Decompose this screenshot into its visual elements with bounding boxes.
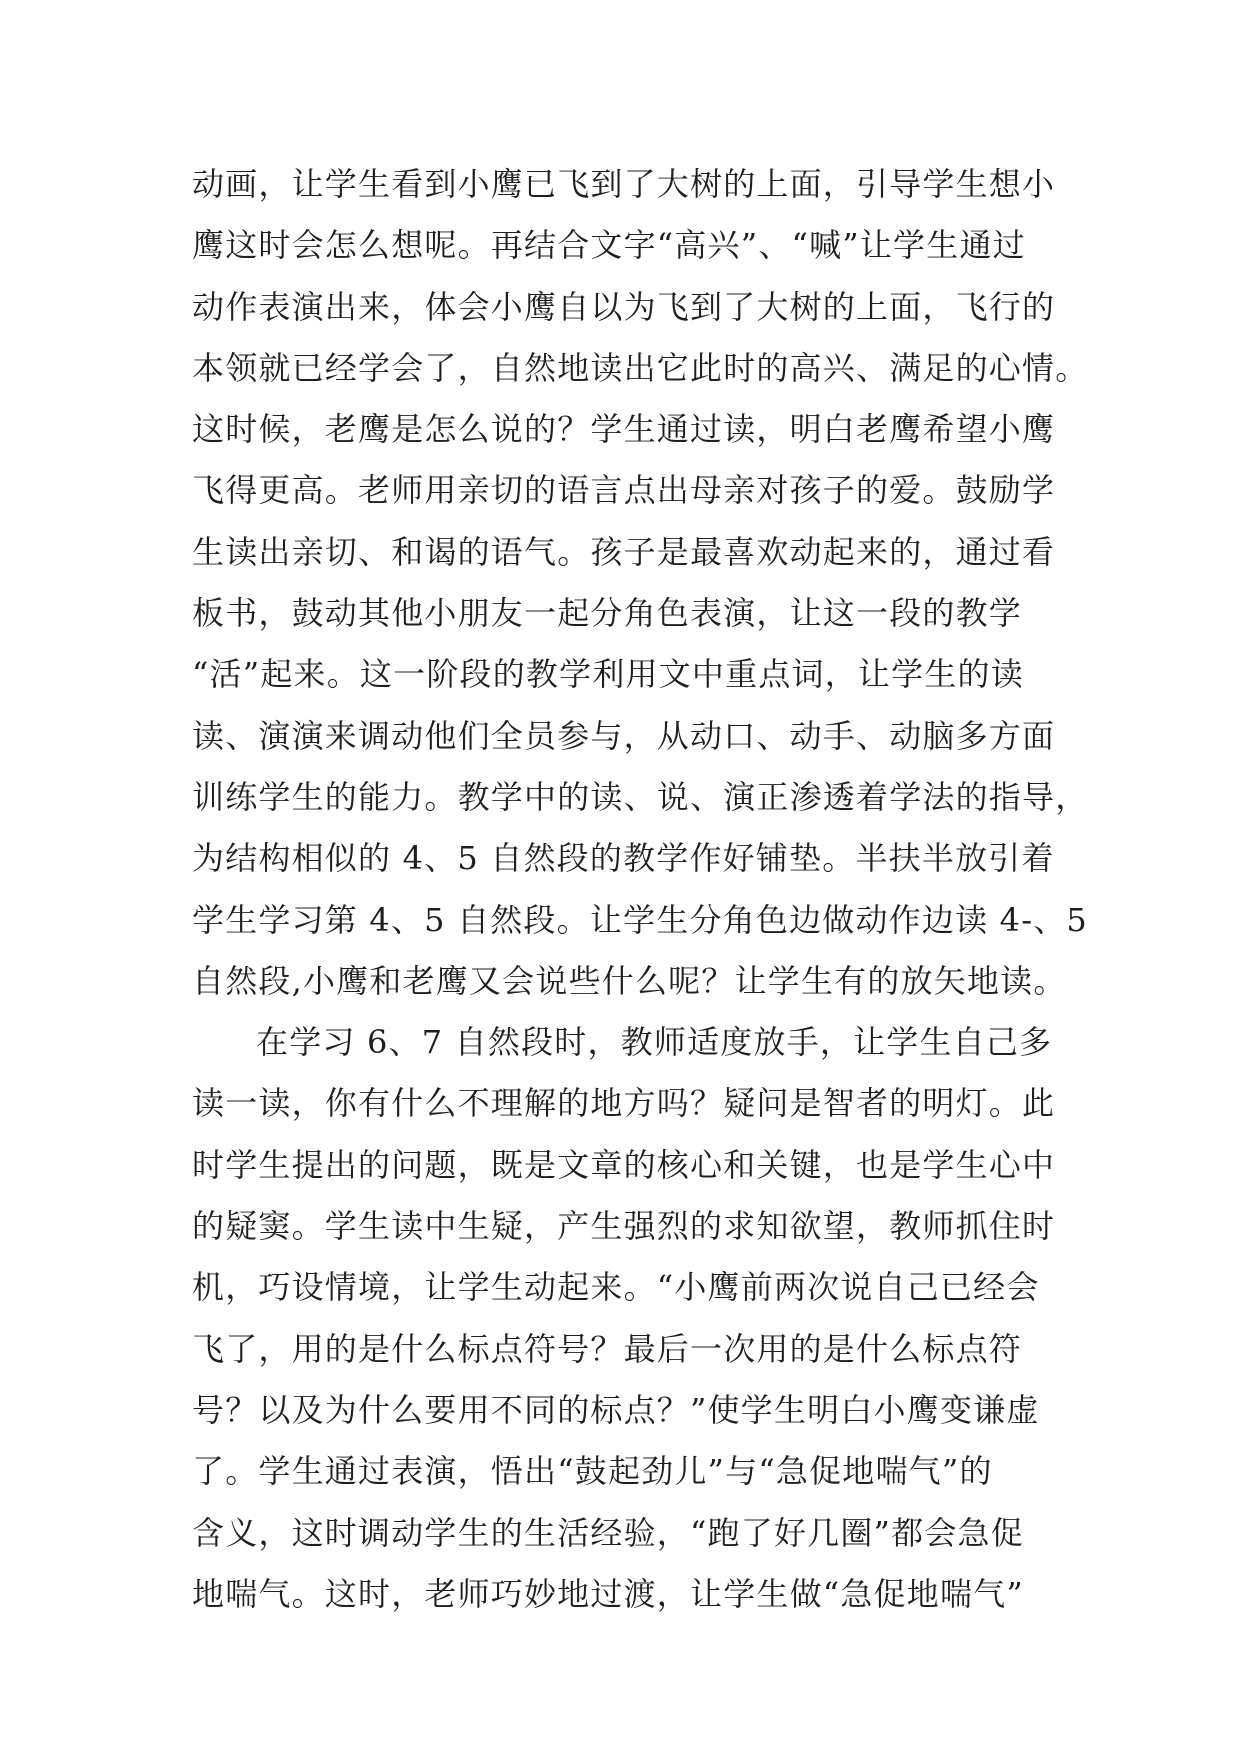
text-line: 读一读，你有什么不理解的地方吗？疑问是智者的明灯。此 [192,1084,1056,1123]
text-line: 自然段,小鹰和老鹰又会说些什么呢？让学生有的放矢地读。 [192,961,1067,1000]
text-line: 学生学习第 4、5 自然段。让学生分角色边做动作边读 4-、5 [192,900,1088,939]
text-line: 读、演演来调动他们全员参与，从动口、动手、动脑多方面 [192,716,1056,755]
text-line: 板书，鼓动其他小朋友一起分角色表演，让这一段的教学 [192,594,1023,633]
text-line: 飞了，用的是什么标点符号？最后一次用的是什么标点符 [192,1329,1023,1368]
paragraph-start-line: 在学习 6、7 自然段时，教师适度放手，让学生自己多 [256,1023,1053,1062]
text-line: 飞得更高。老师用亲切的语言点出母亲对孩子的爱。鼓励学 [192,471,1056,510]
text-line: 本领就已经学会了，自然地读出它此时的高兴、满足的心情。 [192,348,1089,387]
text-line: 时学生提出的问题，既是文章的核心和关键，也是学生心中 [192,1145,1056,1184]
text-line: “活”起来。这一阶段的教学利用文中重点词，让学生的读 [192,655,1024,694]
text-line: 动作表演出来，体会小鹰自以为飞到了大树的上面，飞行的 [192,287,1056,326]
text-line: 这时候，老鹰是怎么说的？学生通过读，明白老鹰希望小鹰 [192,410,1056,449]
text-line: 的疑窦。学生读中生疑，产生强烈的求知欲望，教师抓住时 [192,1207,1056,1246]
text-line: 生读出亲切、和谒的语气。孩子是最喜欢动起来的，通过看 [192,532,1056,571]
text-line: 地喘气。这时，老师巧妙地过渡，让学生做“急促地喘气” [192,1574,1024,1613]
text-line: 含义，这时调动学生的生活经验，“跑了好几圈”都会急促 [192,1513,1024,1552]
text-line: 了。学生通过表演，悟出“鼓起劲儿”与“急促地喘气”的 [192,1452,993,1491]
text-line: 机，巧设情境，让学生动起来。“小鹰前两次说自己已经会 [192,1268,1040,1307]
text-line: 训练学生的能力。教学中的读、说、演正渗透着学法的指导， [192,777,1089,816]
text-line: 动画，让学生看到小鹰已飞到了大树的上面，引导学生想小 [192,165,1056,203]
text-line: 为结构相似的 4、5 自然段的教学作好铺垫。半扶半放引着 [192,839,1055,878]
text-line: 号？以及为什么要用不同的标点？”使学生明白小鹰变谦虚 [192,1390,1040,1429]
body-text [192,154,1089,1625]
text-line: 鹰这时会怎么想呢。再结合文字“高兴”、“喊”让学生通过 [192,226,1026,265]
